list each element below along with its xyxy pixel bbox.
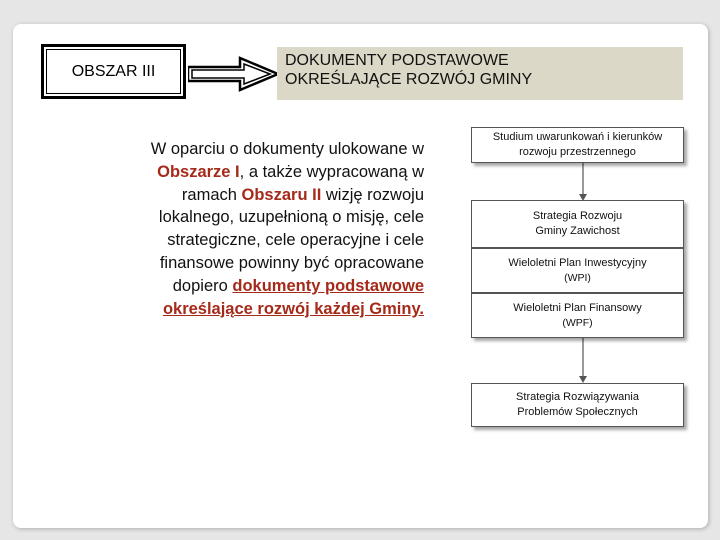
flow-box-studium (471, 127, 684, 163)
flow-box-strategia-rozwoju-line1: Strategia Rozwoju (532, 210, 623, 222)
obszar-iii-box (41, 44, 186, 99)
obszar-iii-label: OBSZAR III (71, 62, 156, 80)
obszar-i-highlight: Obszarze I (157, 162, 240, 181)
big-arrow-icon (188, 56, 280, 92)
flow-box-wpf-line1: Wieloletni Plan Finansowy (513, 301, 642, 314)
flow-box-wpi-line2: (WPI) (564, 271, 591, 284)
flow-box-wpi-line1: Wieloletni Plan Inwestycyjny (508, 256, 647, 269)
obszar-ii-highlight: Obszaru II (241, 185, 322, 204)
flow-box-strategia-problemow (471, 383, 684, 427)
flow-box-strategia-problemow-line1: Strategia Rozwiązywania (516, 391, 639, 403)
description-text (112, 138, 424, 320)
flow-box-strategia-problemow-line2: Problemów Społecznych (517, 406, 638, 418)
body-text-3: wizję rozwoju lokalnego, uzupełnioną o misję, cele strategiczne, cele operacyjne i cele finansowe powinny być opracowane dopiero (158, 185, 424, 295)
flow-box-studium-line1: Studium uwarunkowań i kierunków (492, 131, 663, 143)
flow-box-wpi (471, 248, 684, 293)
flow-box-studium-line2: rozwoju przestrzennego (519, 146, 636, 158)
header-line-1: DOKUMENTY PODSTAWOWE (285, 52, 509, 69)
body-text-2: , a także wypracowaną w ramach (181, 162, 424, 204)
header-line-2: OKREŚLAJĄCE ROZWÓJ GMINY (285, 71, 533, 88)
flow-box-strategia-rozwoju (471, 200, 684, 248)
flow-box-wpf-line2: (WPF) (562, 316, 593, 329)
flow-box-wpf (471, 293, 684, 338)
body-text-1: W oparciu o dokumenty ulokowane w (150, 140, 424, 158)
dokumenty-highlight: dokumenty podstawowe określające rozwój każdej Gminy. (162, 276, 424, 318)
flow-box-strategia-rozwoju-line2: Gminy Zawichost (535, 225, 620, 237)
header-box (277, 47, 683, 100)
